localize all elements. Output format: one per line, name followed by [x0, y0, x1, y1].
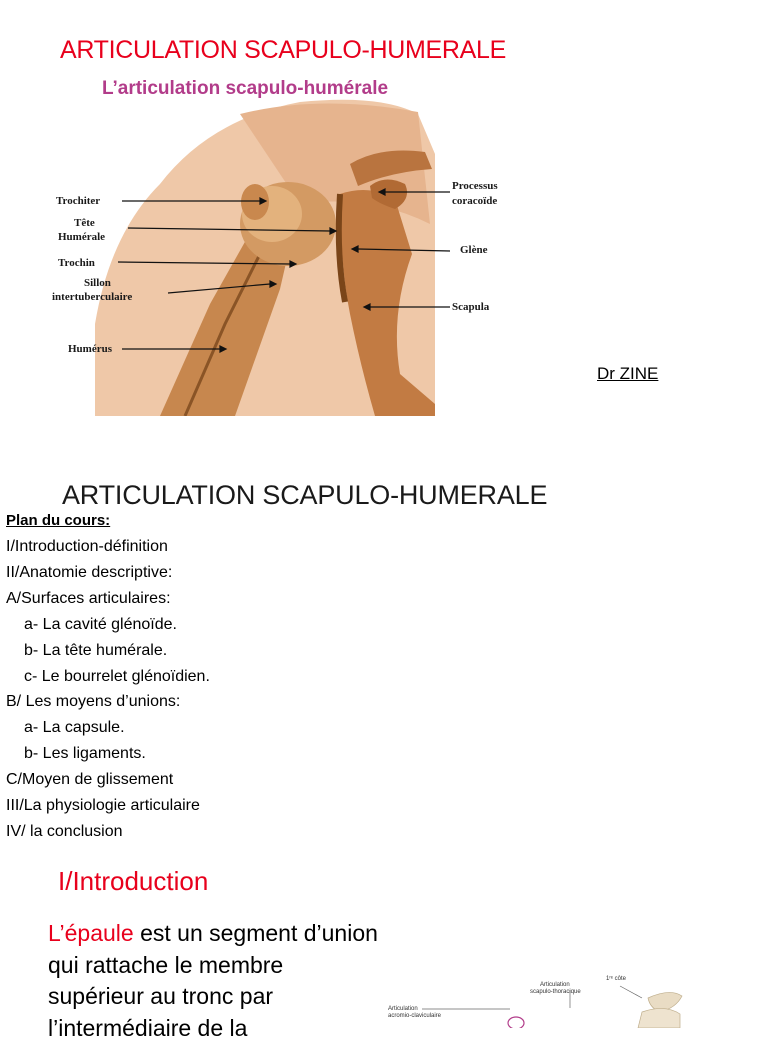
label-trochin: Trochin — [58, 257, 95, 269]
fig2-label-acromioclavicular-l2: acromio-claviculaire — [388, 1013, 442, 1019]
plan-item: C/Moyen de glissement — [6, 771, 174, 789]
plan-item: b- Les ligaments. — [24, 745, 146, 763]
plan-item: a- La cavité glénoïde. — [24, 615, 177, 633]
slide3-title: I/Introduction — [58, 866, 209, 896]
label-humerus: Humérus — [68, 343, 112, 355]
shoulder-anatomy-illustration — [40, 74, 450, 416]
plan-item: III/La physiologie articulaire — [6, 797, 200, 815]
label-processus-line1: Processus — [452, 180, 498, 192]
plan-item: a- La capsule. — [24, 719, 125, 737]
intro-paragraph — [48, 918, 378, 1044]
figure-caption: L’articulation scapulo-humérale — [101, 78, 389, 99]
fig2-label-acromioclavicular-l1: Articulation — [388, 1006, 418, 1012]
plan-item: A/Surfaces articulaires: — [6, 589, 171, 607]
slide1-title: ARTICULATION SCAPULO-HUMERALE — [60, 36, 507, 64]
fig2-label-first-rib: 1ʳᵉ côte — [606, 976, 627, 982]
shoulder-anatomy-figure — [40, 74, 498, 416]
label-tete-line1: Tête — [74, 217, 95, 229]
plan-item: II/Anatomie descriptive: — [6, 563, 173, 581]
plan-heading: Plan du cours: — [6, 512, 111, 529]
label-processus-line2: coracoïde — [452, 195, 498, 207]
fig2-label-scapulothoracic-l1: Articulation — [540, 982, 570, 988]
plan-list — [6, 534, 210, 845]
label-tete-line2: Humérale — [58, 231, 106, 243]
intro-highlight: L’épaule — [48, 920, 134, 946]
label-trochiter: Trochiter — [56, 195, 101, 207]
plan-item: I/Introduction-définition — [6, 538, 168, 555]
label-sillon-line1: Sillon — [84, 277, 111, 289]
plan-item: c- Le bourrelet glénoïdien. — [24, 667, 210, 685]
intro-text: est un segment d’union qui rattache le membre supérieur au tronc par l’intermédiaire de la — [48, 920, 378, 1041]
author-name: Dr ZINE — [597, 364, 659, 383]
plan-item: B/ Les moyens d’unions: — [6, 693, 181, 711]
label-glene: Glène — [460, 244, 488, 256]
shoulder-joints-illustration — [380, 968, 710, 1028]
plan-item: b- La tête humérale. — [24, 641, 168, 659]
shoulder-joints-figure — [380, 968, 710, 1028]
slide2-title: ARTICULATION SCAPULO-HUMERALE — [62, 480, 548, 510]
label-sillon-line2: intertuberculaire — [52, 291, 133, 303]
label-scapula: Scapula — [452, 301, 490, 313]
fig2-label-scapulothoracic-l2: scapulo-thoracique — [530, 989, 581, 995]
plan-item: IV/ la conclusion — [6, 822, 123, 840]
